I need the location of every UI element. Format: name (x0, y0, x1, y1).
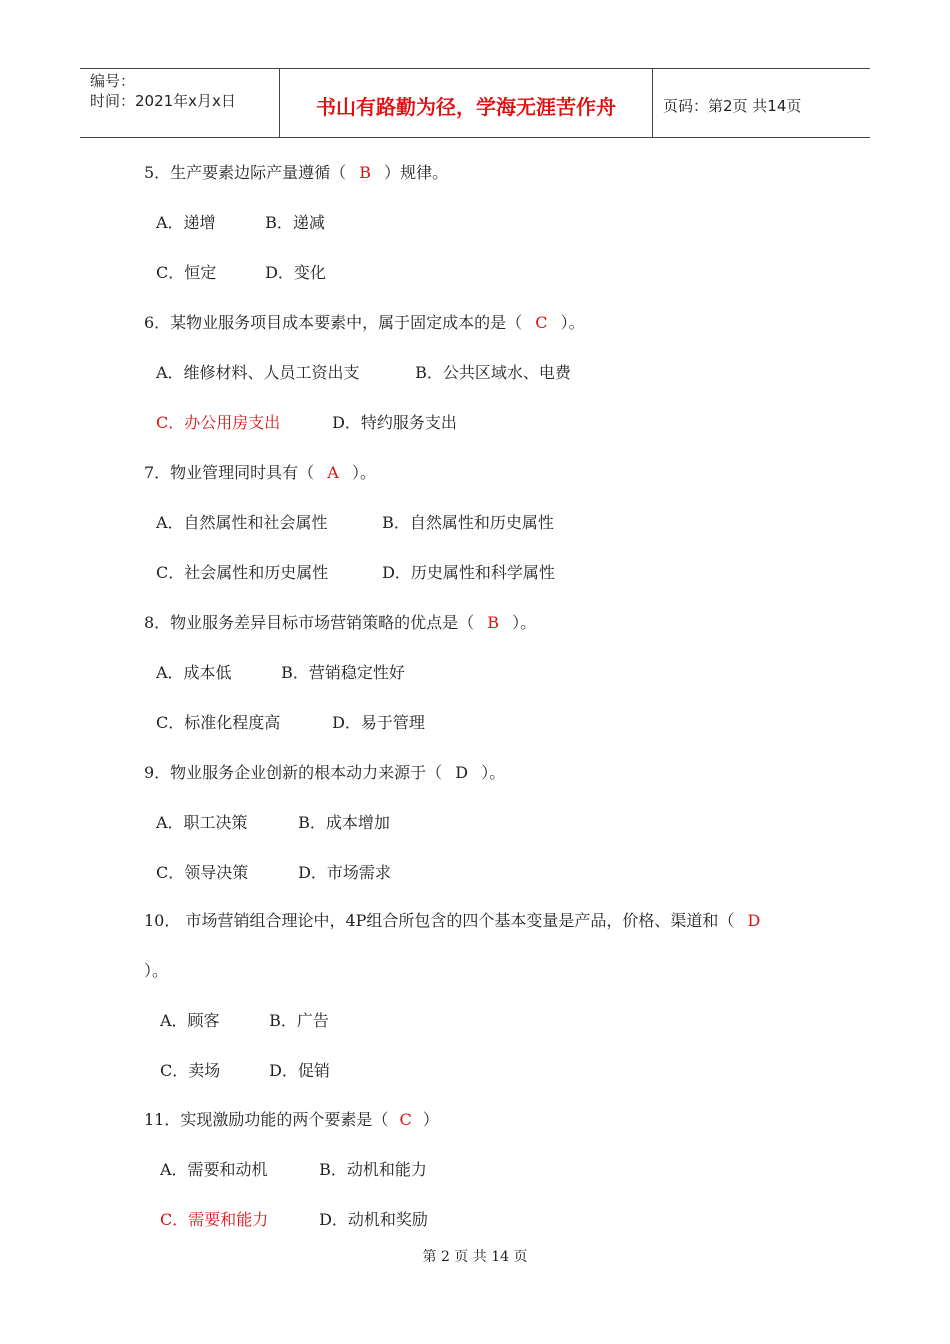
question-9-answer: D (455, 763, 469, 782)
question-10-stem (144, 908, 768, 931)
question-7-options-row-1 (156, 510, 554, 533)
option-d: D．促销 (269, 1061, 330, 1080)
question-5-text-end: ）规律。 (384, 163, 449, 182)
option-a: A．成本低 (156, 663, 232, 682)
question-8-options-row-2 (156, 710, 425, 733)
question-8-stem (144, 610, 536, 633)
question-8-options-row-1 (156, 660, 405, 683)
question-8-answer: B (487, 613, 500, 632)
option-d: D．特约服务支出 (332, 413, 457, 432)
option-c: C．领导决策 (156, 863, 249, 882)
question-5-answer: B (359, 163, 372, 182)
question-5-options-row-1 (156, 210, 325, 233)
question-7-text-end: ）。 (351, 463, 376, 482)
question-5-stem (144, 160, 448, 183)
question-7-text: 7．物业管理同时具有（ (144, 463, 315, 482)
option-b: B．动机和能力 (319, 1160, 427, 1179)
question-8-text-end: ）。 (512, 613, 537, 632)
question-5-options-row-2 (156, 260, 326, 283)
option-a: A．顾客 (160, 1011, 220, 1030)
question-11-stem (144, 1107, 439, 1130)
question-10-stem-end: ）。 (144, 961, 169, 980)
header-page-info: 页码：第2页 共14页 (663, 96, 802, 115)
question-8-text: 8．物业服务差异目标市场营销策略的优点是（ (144, 613, 475, 632)
header-motto: 书山有路勤为径，学海无涯苦作舟 (280, 69, 653, 137)
question-6-answer: C (535, 313, 548, 332)
question-10-options-row-1 (160, 1008, 329, 1031)
question-11-options-row-1 (160, 1157, 427, 1180)
question-9-options-row-1 (156, 810, 390, 833)
page-header (80, 68, 870, 138)
question-6-options-row-1 (156, 360, 571, 383)
question-9-text: 9．物业服务企业创新的根本动力来源于（ (144, 763, 443, 782)
option-c: C．办公用房支出 (156, 413, 281, 432)
question-10-text: 10． 市场营销组合理论中，4P组合所包含的四个基本变量是产品，价格、渠道和（ (144, 911, 735, 930)
option-c: C．卖场 (160, 1061, 221, 1080)
question-7-options-row-2 (156, 560, 555, 583)
option-c: C．社会属性和历史属性 (156, 563, 329, 582)
option-b: B．递减 (265, 213, 325, 232)
option-d: D．变化 (265, 263, 326, 282)
page-footer: 第 2 页 共 14 页 (422, 1249, 528, 1265)
question-6-text-end: ）。 (560, 313, 585, 332)
question-11-options-row-2 (160, 1207, 428, 1230)
question-6-stem (144, 310, 585, 333)
option-a: A．职工决策 (156, 813, 248, 832)
question-7-answer: A (327, 463, 339, 482)
option-a: A．需要和动机 (160, 1160, 268, 1179)
question-10-options-row-2 (160, 1058, 330, 1081)
option-a: A．维修材料、人员工资出支 (156, 363, 360, 382)
question-6-options-row-2 (156, 410, 457, 433)
option-c: C．标准化程度高 (156, 713, 281, 732)
question-10-answer: D (747, 911, 761, 930)
option-d: D．动机和奖励 (319, 1210, 428, 1229)
question-11-answer: C (399, 1110, 412, 1129)
option-b: B．广告 (269, 1011, 329, 1030)
option-c: C．需要和能力 (160, 1210, 269, 1229)
question-9-options-row-2 (156, 860, 391, 883)
option-a: A．递增 (156, 213, 216, 232)
question-7-stem (144, 460, 376, 483)
header-meta (80, 69, 280, 137)
option-c: C．恒定 (156, 263, 217, 282)
document-time-label: 时间：2021年x月x日 (90, 92, 236, 110)
option-d: D．易于管理 (332, 713, 425, 732)
option-d: D．市场需求 (298, 863, 391, 882)
question-5-text: 5．生产要素边际产量遵循（ (144, 163, 347, 182)
question-11-text-end: ） (422, 1110, 439, 1129)
option-b: B．成本增加 (298, 813, 390, 832)
option-b: B．公共区域水、电费 (415, 363, 571, 382)
option-d: D．历史属性和科学属性 (382, 563, 555, 582)
option-a: A．自然属性和社会属性 (156, 513, 328, 532)
document-number-label: 编号： (90, 72, 136, 90)
option-b: B．营销稳定性好 (281, 663, 405, 682)
question-6-text: 6．某物业服务项目成本要素中，属于固定成本的是（ (144, 313, 523, 332)
question-9-text-end: ）。 (481, 763, 506, 782)
question-11-text: 11．实现激励功能的两个要素是（ (144, 1110, 389, 1129)
question-9-stem (144, 760, 505, 783)
option-b: B．自然属性和历史属性 (382, 513, 554, 532)
